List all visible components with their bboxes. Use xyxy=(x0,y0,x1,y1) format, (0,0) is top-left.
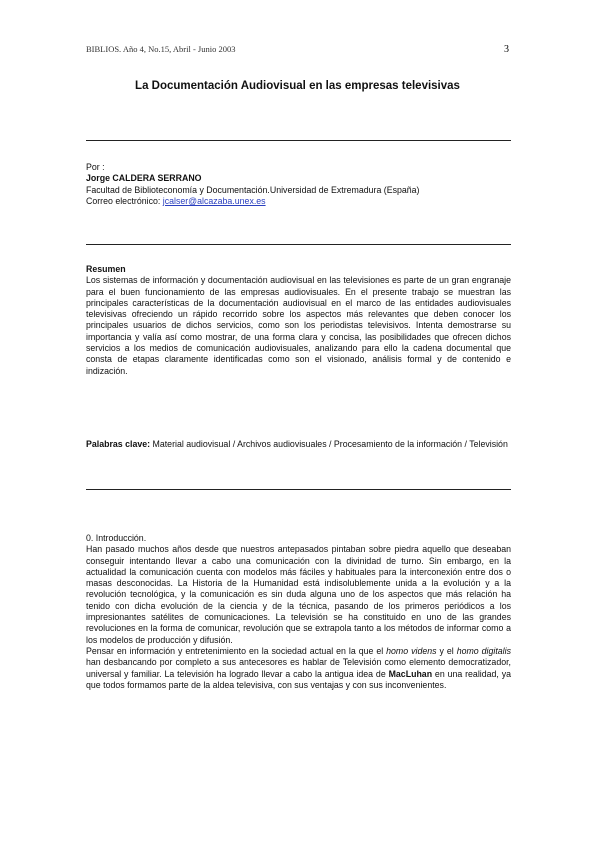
page-number: 3 xyxy=(504,44,509,55)
divider-author xyxy=(86,244,511,245)
divider-keywords xyxy=(86,489,511,490)
intro-paragraph-2 xyxy=(86,646,511,691)
divider-top xyxy=(86,140,511,141)
keywords-line xyxy=(86,439,511,450)
keywords-block xyxy=(86,439,511,450)
keywords-label: Palabras clave: xyxy=(86,439,151,449)
term-homo-videns: homo videns xyxy=(386,645,437,656)
intro-paragraph-1: Han pasado muchos años desde que nuestros antepasados pintaban sobre piedra aquello que deseaban conseguir intentando llevar a cabo una comunicación con la divinidad de turno. Sin embargo, en la actualidad la comunicación cuenta con modelos más fáciles y habituales para la interconexión entre dos o masas desconocidas. La Historia de la Humanidad está indisolublemente unida a la evolución y a la revolución tecnológica, y la comunicación es sin duda alguna uno de los aspectos que más relación ha tenido con dicha evolución de la ciencia y de la técnica, pasando de los primeros periódicos a los impresionantes satélites de comunicaciones. La televisión se ha constituido en uno de las grandes revoluciones en la forma de comunicar, revolución que se extrapola tanto a los métodos de informar como a los modelos de producción y difusión. xyxy=(86,544,511,645)
abstract-text: Los sistemas de información y documentación audiovisual en las televisiones es parte de un gran engranaje para el buen funcionamiento de las empresas audiovisuales. En el presente trabajo se muestran las principales características de la documentación audiovisual en el marco de las entidades audiovisuales televisivas ofreciendo un rápido recorrido sobre los aspectos más relevantes que deben conocer los principales usuarios de dichos servicios, como son los periodistas televisivos. Intenta demostrarse su importancia y valía así como mostrar, de una forma clara y concisa, las posibilidades que ofrecen dichos servicios a los medios de comunicación audiovisuales, analizando para ello la cadena documental que consta de etapas claramente identificadas como son el visionado, análisis formal y de contenido e indización. xyxy=(86,275,511,376)
name-macluhan: MacLuhan xyxy=(388,668,433,679)
introduction-section xyxy=(86,533,511,691)
abstract-block xyxy=(86,264,511,377)
section-heading: 0. Introducción. xyxy=(86,533,147,543)
para2-text-a: Pensar en información y entretenimiento en la sociedad actual en la que el xyxy=(86,645,387,656)
term-homo-digitalis: homo digitalis xyxy=(456,645,511,656)
email-link[interactable]: jcalser@alcazaba.unex.es xyxy=(162,195,266,206)
by-label: Por : xyxy=(86,162,105,172)
running-header xyxy=(86,44,509,58)
para2-text-d: en una realidad, ya que todos formamos parte de la aldea televisiva, con sus ventajas y con sus inconvenientes. xyxy=(86,668,511,690)
article-title: La Documentación Audiovisual en las empresas televisivas xyxy=(135,80,460,92)
keywords-text: Material audiovisual / Archivos audiovisuales / Procesamiento de la información / Televisión xyxy=(150,439,508,449)
author-email-line xyxy=(86,196,511,207)
para2-text-b: y el xyxy=(436,645,457,656)
author-affiliation: Facultad de Biblioteconomía y Documentación.Universidad de Extremadura (España) xyxy=(86,184,420,195)
para2-text-c: han desbancando por completo a sus antecesores es hablar de Televisión como elemento democratizador, universal y familiar. La televisión ha logrado llevar a cabo la antigua idea de xyxy=(86,657,511,679)
author-name: Jorge CALDERA SERRANO xyxy=(86,173,202,184)
journal-citation: BIBLIOS. Año 4, No.15, Abril - Junio 2003 xyxy=(86,44,236,54)
email-label: Correo electrónico: xyxy=(86,195,163,206)
author-block xyxy=(86,162,511,207)
abstract-heading: Resumen xyxy=(86,264,126,274)
